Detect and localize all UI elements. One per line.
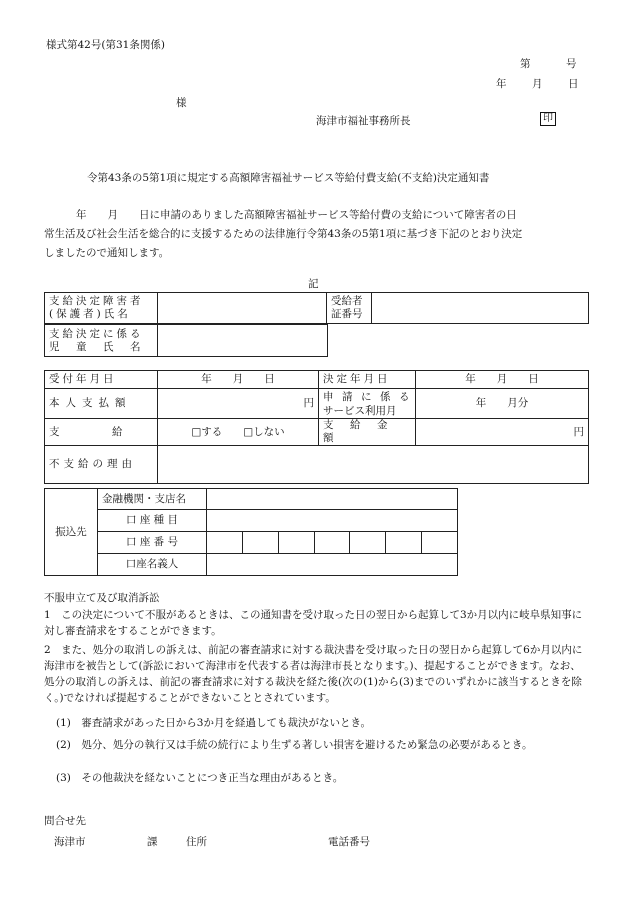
certificate-number-field[interactable]: [372, 293, 589, 324]
transfer-table: [44, 488, 458, 576]
contact-city: 海津市: [54, 836, 86, 848]
self-pay-label: 本人支払額: [45, 389, 158, 419]
form-number: 様式第42号(第31条関係): [46, 39, 165, 51]
date-year: 年: [496, 78, 507, 90]
account-type-label: 口 座 種 目: [98, 510, 207, 532]
child-name-field[interactable]: [158, 325, 328, 357]
amount-field[interactable]: 円: [416, 419, 589, 446]
account-digit[interactable]: [278, 532, 314, 554]
decision-date-value[interactable]: 年 月 日: [416, 371, 589, 389]
reason-label: 不支給の理由: [45, 446, 158, 484]
account-digit[interactable]: [386, 532, 422, 554]
number-dai: 第: [520, 58, 531, 70]
body-line-2: 常生活及び社会生活を総合的に支援するための法律施行令第43条の5第1項に基づき下記のとおり決定: [44, 228, 523, 240]
document-title: 令第43条の5第1項に規定する高額障害福祉サービス等給付費支給(不支給)決定通知書: [87, 172, 490, 184]
addressee-sama: 様: [176, 97, 187, 109]
appeal-heading: 不服申立て及び取消訴訟: [44, 592, 160, 604]
transfer-section-label: 振込先: [45, 489, 98, 576]
payment-choice[interactable]: □する □しない: [158, 419, 319, 446]
appeal-sub-1: (1) 審査請求があった日から3か月を経過しても裁決がないとき。: [56, 717, 372, 729]
account-number-label: 口 座 番 号: [98, 532, 207, 554]
number-go: 号: [566, 58, 577, 70]
self-pay-field[interactable]: 円: [158, 389, 319, 419]
date-day: 日: [568, 78, 579, 90]
account-holder-field[interactable]: [207, 554, 458, 576]
account-digit[interactable]: [422, 532, 458, 554]
appeal-sub-3: (3) その他裁決を経ないことにつき正当な理由があるとき。: [56, 772, 344, 784]
account-digit[interactable]: [242, 532, 278, 554]
contact-section: 課: [147, 836, 158, 848]
account-digit[interactable]: [207, 532, 243, 554]
contact-heading: 問合せ先: [44, 815, 86, 827]
decision-date-label: 決定年月日: [319, 371, 416, 389]
bank-field[interactable]: [207, 489, 458, 510]
ki-label: 記: [308, 278, 319, 290]
recipient-name-field[interactable]: [158, 293, 327, 324]
appeal-item-2: 2 また、処分の取消しの訴えは、前記の審査請求に対する裁決書を受け取った日の翌日から起算して6か月以内に海津市を被告として(訴訟において海津市を代表する者は海津市長となります。)、提起することができます。なお、処分の取消しの訴えは、前記の審査請求に対する裁決を経た後(次の(1)から(3)までのいずれかに該当するときを除く。)でなければ提起することができないこととされています。: [44, 644, 583, 704]
received-date-value[interactable]: 年 月 日: [158, 371, 319, 389]
recipient-table: [44, 292, 589, 324]
contact-phone: 電話番号: [328, 836, 370, 848]
account-digit[interactable]: [350, 532, 386, 554]
child-table: [44, 324, 328, 357]
seal-mark: 印: [540, 112, 556, 126]
service-month-label: 申 請 に 係 る サービス利用月: [319, 389, 416, 419]
bank-label: 金融機関・支店名: [98, 489, 207, 510]
date-month: 月: [532, 78, 543, 90]
body-line-1: 年 月 日に申請のありました高額障害福祉サービス等給付費の支給について障害者の日: [76, 209, 517, 221]
contact-address: 住所: [186, 836, 207, 848]
service-month-value[interactable]: 年 月分: [416, 389, 589, 419]
certificate-label: 受給者 証番号: [327, 293, 372, 324]
appeal-sub-2: (2) 処分、処分の執行又は手続の続行により生ずる著しい損害を避けるため緊急の必要があるとき。: [56, 739, 533, 751]
payment-label: 支 給: [45, 419, 158, 446]
account-digit[interactable]: [314, 532, 350, 554]
account-type-field[interactable]: [207, 510, 458, 532]
body-line-3: しましたので通知します。: [44, 247, 170, 259]
amount-label: 支 給 金 額: [319, 419, 416, 446]
reason-field[interactable]: [158, 446, 589, 484]
account-holder-label: 口座名義人: [98, 554, 207, 576]
recipient-name-label: 支給決定障害者 (保護者)氏名: [45, 293, 158, 324]
decision-table: [44, 370, 589, 484]
child-name-label: 支給決定に係る 児 童 氏 名: [45, 325, 158, 357]
issuer-name: 海津市福祉事務所長: [316, 115, 411, 127]
received-date-label: 受付年月日: [45, 371, 158, 389]
appeal-item-1: 1 この決定について不服があるときは、この通知書を受け取った日の翌日から起算して3か月以内に岐阜県知事に対し審査請求をすることができます。: [44, 609, 583, 637]
